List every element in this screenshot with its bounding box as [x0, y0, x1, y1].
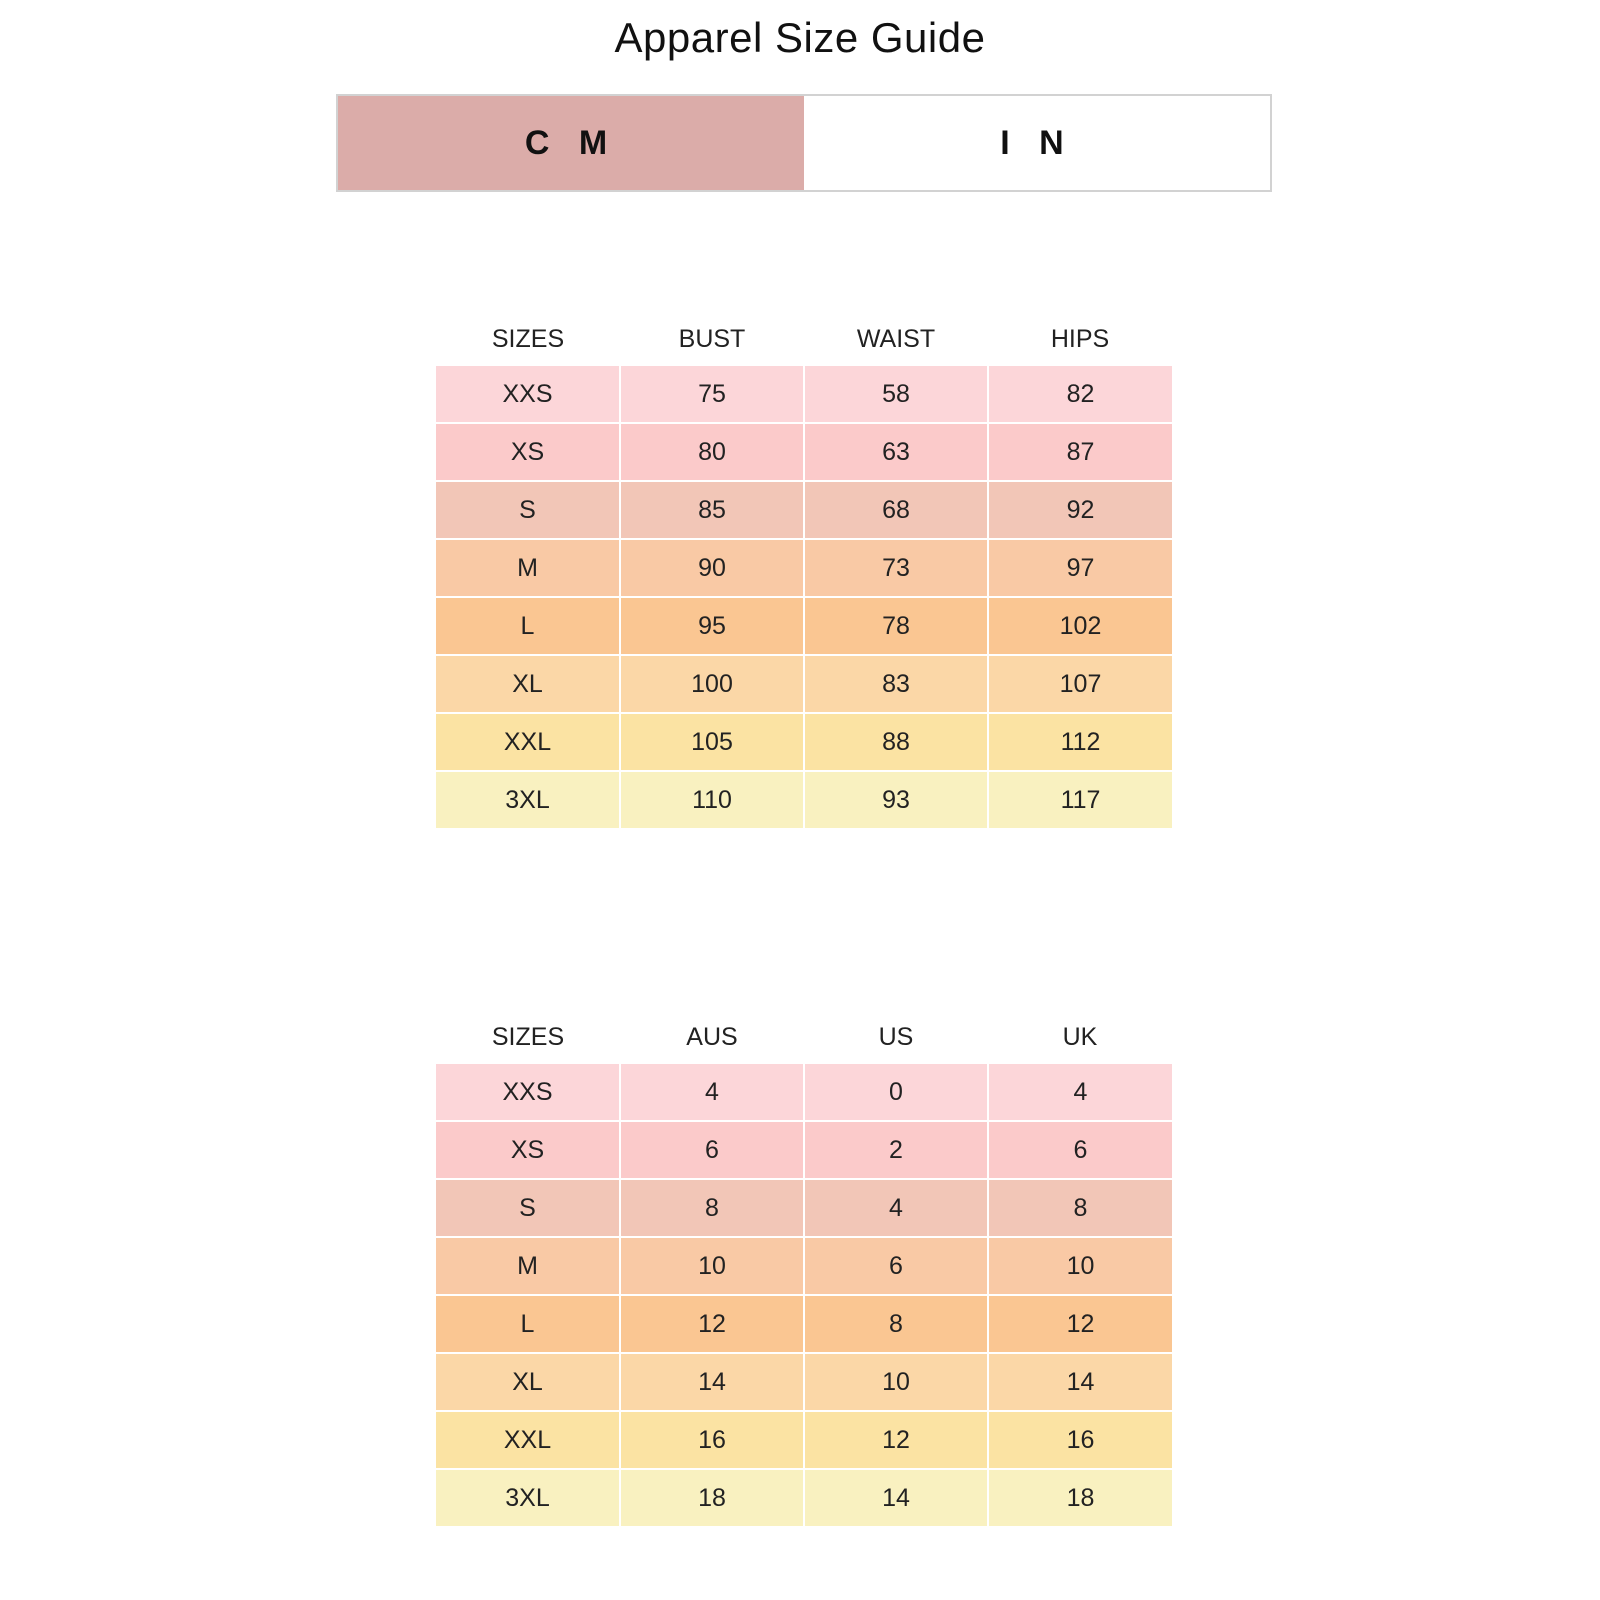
- uk-cell: 12: [988, 1295, 1172, 1353]
- size-cell: M: [436, 1237, 620, 1295]
- aus-cell: 6: [620, 1121, 804, 1179]
- bust-cell: 75: [620, 366, 804, 423]
- aus-cell: 8: [620, 1179, 804, 1237]
- aus-cell: 16: [620, 1411, 804, 1469]
- us-cell: 10: [804, 1353, 988, 1411]
- bust-cell: 95: [620, 597, 804, 655]
- us-cell: 12: [804, 1411, 988, 1469]
- table-row: [436, 1469, 1172, 1526]
- hips-cell: 92: [988, 481, 1172, 539]
- column-header-aus: AUS: [686, 1022, 738, 1051]
- table-header-row: [436, 312, 1172, 366]
- column-header-waist: WAIST: [856, 324, 936, 353]
- column-header-uk: UK: [1062, 1022, 1098, 1051]
- hips-cell: 117: [988, 771, 1172, 828]
- table-row: [436, 1121, 1172, 1179]
- measurements-table: [436, 312, 1172, 828]
- us-cell: 8: [804, 1295, 988, 1353]
- waist-cell: 83: [804, 655, 988, 713]
- column-header-sizes: SIZES: [491, 1022, 565, 1051]
- waist-cell: 58: [804, 366, 988, 423]
- bust-cell: 100: [620, 655, 804, 713]
- unit-tab-cm[interactable]: C M: [338, 96, 804, 190]
- size-cell: S: [436, 481, 620, 539]
- aus-cell: 14: [620, 1353, 804, 1411]
- table-row: [436, 539, 1172, 597]
- size-cell: L: [436, 1295, 620, 1353]
- hips-cell: 87: [988, 423, 1172, 481]
- uk-cell: 16: [988, 1411, 1172, 1469]
- size-cell: XS: [436, 1121, 620, 1179]
- bust-cell: 105: [620, 713, 804, 771]
- table-row: [436, 1411, 1172, 1469]
- size-cell: XXL: [436, 713, 620, 771]
- uk-cell: 4: [988, 1064, 1172, 1121]
- size-cell: 3XL: [436, 771, 620, 828]
- waist-cell: 78: [804, 597, 988, 655]
- size-cell: M: [436, 539, 620, 597]
- table-row: [436, 1064, 1172, 1121]
- column-header-us: US: [878, 1022, 914, 1051]
- us-cell: 6: [804, 1237, 988, 1295]
- waist-cell: 73: [804, 539, 988, 597]
- hips-cell: 107: [988, 655, 1172, 713]
- us-cell: 4: [804, 1179, 988, 1237]
- size-cell: XL: [436, 655, 620, 713]
- us-cell: 0: [804, 1064, 988, 1121]
- column-header-sizes: SIZES: [491, 324, 565, 353]
- table-row: [436, 655, 1172, 713]
- conversion-table: [436, 1010, 1172, 1526]
- aus-cell: 18: [620, 1469, 804, 1526]
- table-row: [436, 1179, 1172, 1237]
- aus-cell: 12: [620, 1295, 804, 1353]
- uk-cell: 6: [988, 1121, 1172, 1179]
- bust-cell: 80: [620, 423, 804, 481]
- aus-cell: 4: [620, 1064, 804, 1121]
- uk-cell: 8: [988, 1179, 1172, 1237]
- table-row: [436, 1353, 1172, 1411]
- table-row: [436, 1237, 1172, 1295]
- size-cell: XS: [436, 423, 620, 481]
- size-cell: 3XL: [436, 1469, 620, 1526]
- uk-cell: 18: [988, 1469, 1172, 1526]
- waist-cell: 93: [804, 771, 988, 828]
- waist-cell: 68: [804, 481, 988, 539]
- table-row: [436, 713, 1172, 771]
- uk-cell: 10: [988, 1237, 1172, 1295]
- size-cell: L: [436, 597, 620, 655]
- table-row: [436, 1295, 1172, 1353]
- table-row: [436, 481, 1172, 539]
- bust-cell: 90: [620, 539, 804, 597]
- table-row: [436, 597, 1172, 655]
- bust-cell: 85: [620, 481, 804, 539]
- unit-tab-in[interactable]: I N: [804, 96, 1270, 190]
- hips-cell: 97: [988, 539, 1172, 597]
- table-header-row: [436, 1010, 1172, 1064]
- bust-cell: 110: [620, 771, 804, 828]
- waist-cell: 63: [804, 423, 988, 481]
- hips-cell: 102: [988, 597, 1172, 655]
- hips-cell: 112: [988, 713, 1172, 771]
- column-header-hips: HIPS: [1050, 324, 1110, 353]
- size-cell: S: [436, 1179, 620, 1237]
- size-cell: XL: [436, 1353, 620, 1411]
- us-cell: 2: [804, 1121, 988, 1179]
- page-title: Apparel Size Guide: [614, 14, 986, 61]
- unit-toggle: [336, 94, 1272, 192]
- hips-cell: 82: [988, 366, 1172, 423]
- aus-cell: 10: [620, 1237, 804, 1295]
- table-row: [436, 366, 1172, 423]
- table-row: [436, 771, 1172, 828]
- table-row: [436, 423, 1172, 481]
- waist-cell: 88: [804, 713, 988, 771]
- uk-cell: 14: [988, 1353, 1172, 1411]
- us-cell: 14: [804, 1469, 988, 1526]
- column-header-bust: BUST: [678, 324, 746, 353]
- size-cell: XXL: [436, 1411, 620, 1469]
- size-cell: XXS: [436, 1064, 620, 1121]
- size-cell: XXS: [436, 366, 620, 423]
